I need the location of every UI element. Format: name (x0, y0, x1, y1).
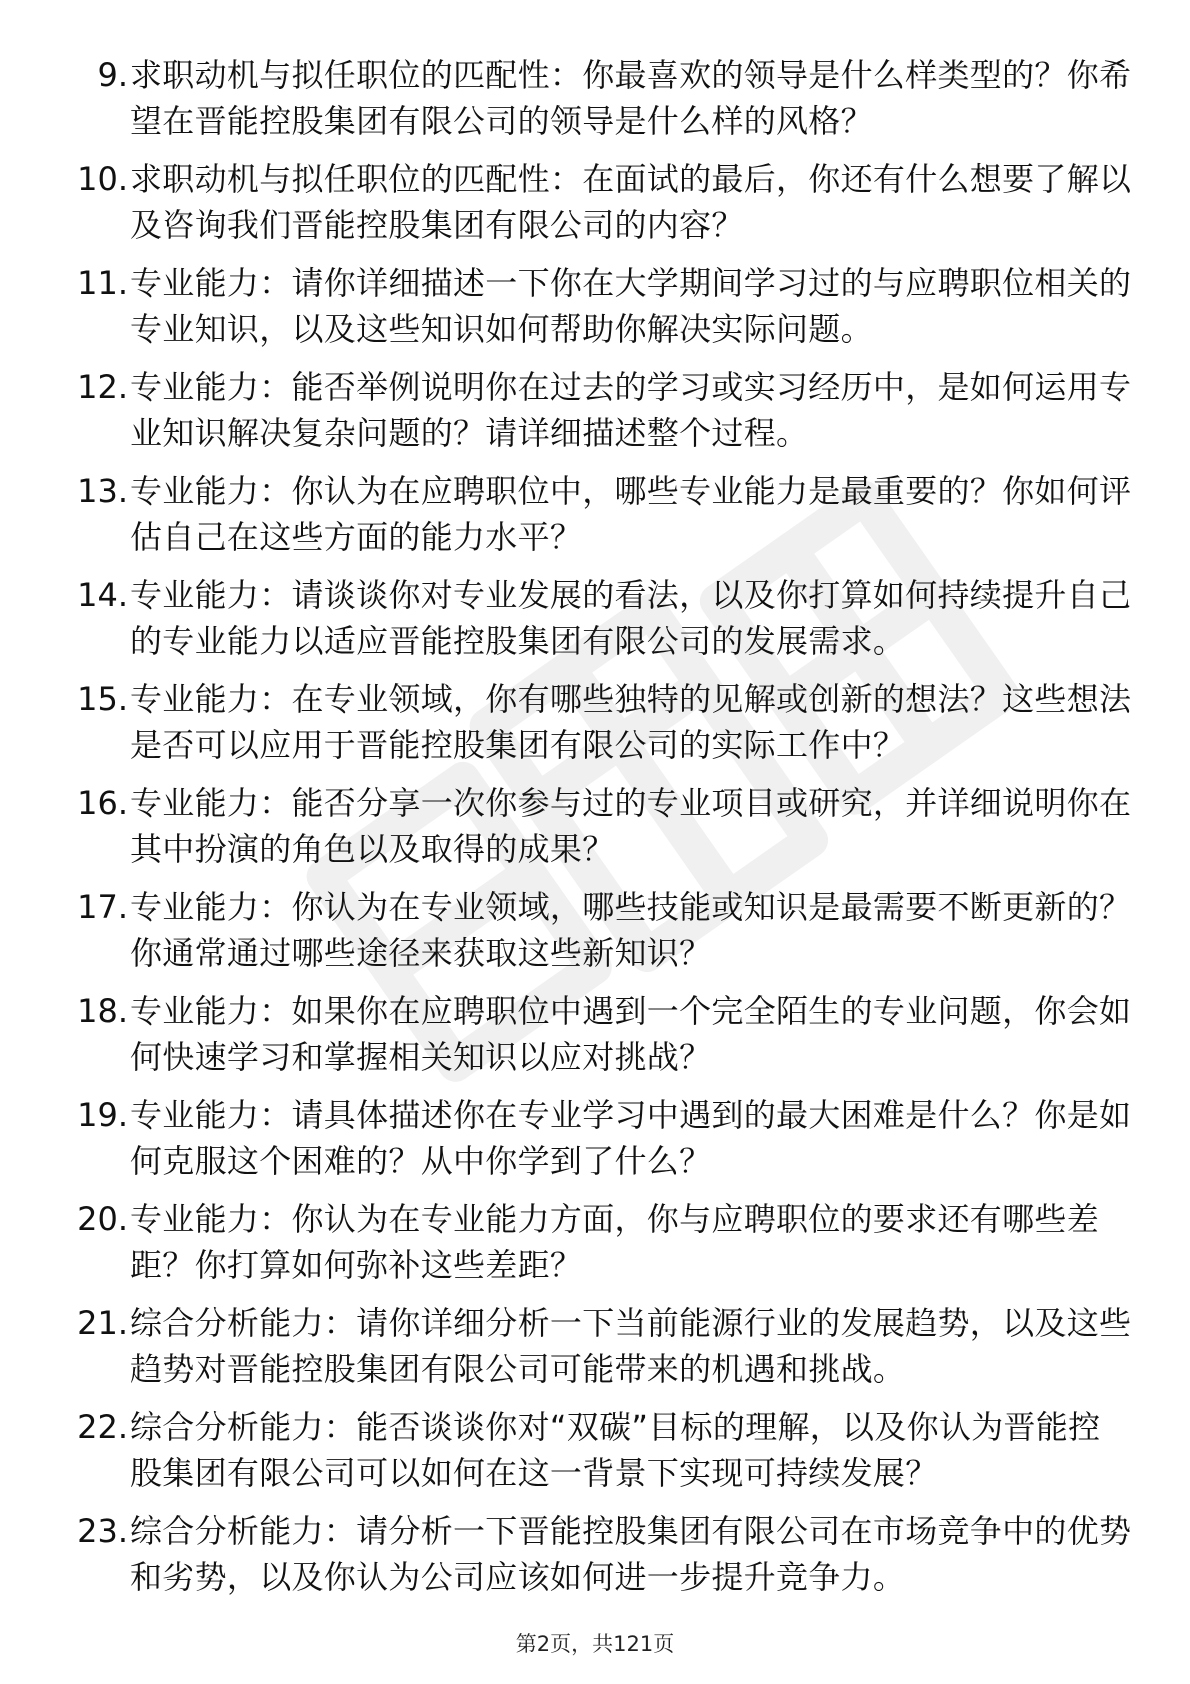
question-item (0, 364, 1190, 468)
question-text: 综合分析能力：能否谈谈你对“双碳”目标的理解，以及你认为晋能控股集团有限公司可以如何在这一背景下实现可持续发展？ (130, 1408, 1101, 1492)
question-number: 11. (77, 264, 128, 302)
page-footer: 第2页，共121页 (515, 1632, 675, 1656)
question-number: 13. (77, 472, 128, 510)
question-item (0, 260, 1190, 364)
question-text: 综合分析能力：请分析一下晋能控股集团有限公司在市场竞争中的优势和劣势，以及你认为公司应该如何进一步提升竞争力。 (130, 1512, 1132, 1596)
question-text: 求职动机与拟任职位的匹配性：在面试的最后，你还有什么想要了解以及咨询我们晋能控股集团有限公司的内容？ (130, 160, 1132, 244)
question-item (0, 1092, 1190, 1196)
question-item (0, 780, 1190, 884)
question-number: 16. (77, 784, 128, 822)
question-number: 20. (77, 1200, 128, 1238)
question-number: 17. (77, 888, 128, 926)
question-number: 15. (77, 680, 128, 718)
question-text: 专业能力：你认为在专业能力方面，你与应聘职位的要求还有哪些差距？你打算如何弥补这些差距？ (130, 1200, 1100, 1284)
question-item (0, 1196, 1190, 1300)
question-item (0, 1300, 1190, 1404)
question-text: 专业能力：你认为在专业领域，哪些技能或知识是最需要不断更新的？你通常通过哪些途径来获取这些新知识？ (130, 888, 1132, 972)
question-text: 专业能力：请你详细描述一下你在大学期间学习过的与应聘职位相关的专业知识，以及这些知识如何帮助你解决实际问题。 (130, 264, 1132, 348)
question-list (0, 52, 1190, 1612)
question-number: 23. (77, 1512, 128, 1550)
question-text: 专业能力：请谈谈你对专业发展的看法，以及你打算如何持续提升自己的专业能力以适应晋能控股集团有限公司的发展需求。 (130, 576, 1132, 660)
question-item (0, 572, 1190, 676)
question-item (0, 1508, 1190, 1612)
question-number: 9. (97, 56, 128, 94)
question-text: 综合分析能力：请你详细分析一下当前能源行业的发展趋势，以及这些趋势对晋能控股集团有限公司可能带来的机遇和挑战。 (130, 1304, 1132, 1388)
question-text: 专业能力：如果你在应聘职位中遇到一个完全陌生的专业问题，你会如何快速学习和掌握相关知识以应对挑战？ (130, 992, 1132, 1076)
question-number: 18. (77, 992, 128, 1030)
question-item (0, 156, 1190, 260)
question-text: 求职动机与拟任职位的匹配性：你最喜欢的领导是什么样类型的？你希望在晋能控股集团有限公司的领导是什么样的风格？ (130, 56, 1132, 140)
question-number: 19. (77, 1096, 128, 1134)
question-number: 14. (77, 576, 128, 614)
question-item (0, 468, 1190, 572)
question-text: 专业能力：你认为在应聘职位中，哪些专业能力是最重要的？你如何评估自己在这些方面的能力水平？ (130, 472, 1132, 556)
question-text: 专业能力：请具体描述你在专业学习中遇到的最大困难是什么？你是如何克服这个困难的？从中你学到了什么？ (130, 1096, 1132, 1180)
question-item (0, 676, 1190, 780)
question-item (0, 988, 1190, 1092)
question-text: 专业能力：在专业领域，你有哪些独特的见解或创新的想法？这些想法是否可以应用于晋能控股集团有限公司的实际工作中？ (130, 680, 1132, 764)
question-number: 12. (77, 368, 128, 406)
question-number: 22. (77, 1408, 128, 1446)
question-item (0, 884, 1190, 988)
question-text: 专业能力：能否举例说明你在过去的学习或实习经历中，是如何运用专业知识解决复杂问题的？请详细描述整个过程。 (130, 368, 1132, 452)
question-number: 10. (77, 160, 128, 198)
question-item (0, 1404, 1190, 1508)
question-text: 专业能力：能否分享一次你参与过的专业项目或研究，并详细说明你在其中扮演的角色以及取得的成果？ (130, 784, 1132, 868)
question-item (0, 52, 1190, 156)
question-number: 21. (77, 1304, 128, 1342)
